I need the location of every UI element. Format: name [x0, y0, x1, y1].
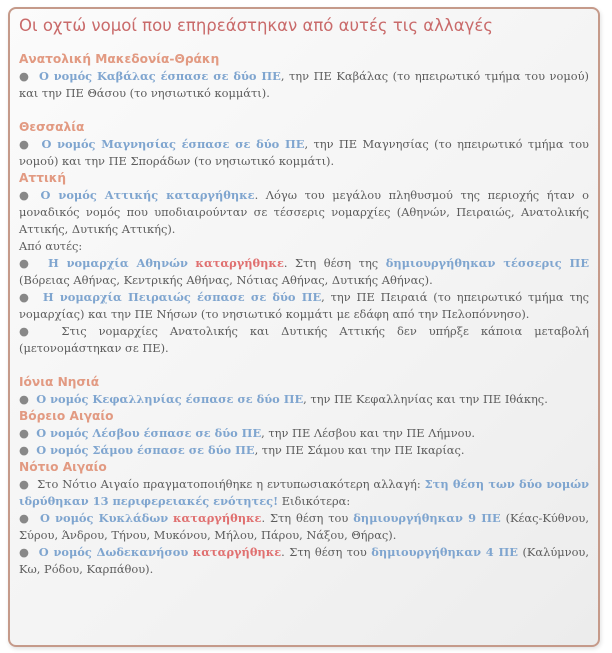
highlight-text: δημιουργήθηκαν 4 ΠΕ — [371, 545, 518, 559]
body-text: . Λόγω του μεγάλου πληθυσμού της περιοχής ήταν ο μοναδικός νομός που υποδιαιρούνταν σε τέσσερις νομαρχίες (Αθηνών, Πειραιώς, Ανατολικής Αττικής, Δυτικής Αττικής). — [19, 188, 589, 236]
bullet-icon: ● — [19, 324, 38, 338]
highlight-text: Ο νομός Δωδεκανήσου — [38, 545, 189, 559]
body-text: , την ΠΕ Πειραιά (το ηπειρωτικό τμήμα της νομαρχίας) και την ΠΕ Νήσων (το νησιωτικό κομμάτι με εδάφη από την Πελοπόννησο). — [19, 290, 589, 321]
body-text: (Βόρειας Αθήνας, Κεντρικής Αθήνας, Νότιας Αθήνας, Δυτικής Αθήνας). — [19, 273, 433, 287]
intro-text: Από αυτές: — [19, 239, 83, 253]
highlight-text: Ο νομός Μαγνησίας έσπασε σε δύο ΠΕ — [41, 137, 305, 151]
page-title: Οι οχτώ νομοί που επηρεάστηκαν από αυτές τις αλλαγές — [19, 16, 493, 35]
region-label-north-aegean: Βόρειο Αιγαίο — [19, 409, 114, 423]
list-item — [19, 425, 589, 442]
list-item — [19, 289, 589, 323]
bullet-icon: ● — [19, 256, 33, 270]
highlight-text: Ο νομός Αττικής καταργήθηκε — [40, 188, 255, 202]
highlight-text: δημιουργήθηκαν τέσσερις ΠΕ — [385, 256, 589, 270]
highlight-text: Η νομαρχία Πειραιώς έσπασε σε δύο ΠΕ — [42, 290, 322, 304]
body-text: , την ΠΕ Μαγνησίας (το ηπειρωτικό τμήμα του νομού) και την ΠΕ Σποράδων (το νησιωτικό κομμάτι). — [19, 137, 589, 168]
body-text: Ειδικότερα: — [278, 494, 351, 508]
highlight-text: Στη θέση των δύο νομών ιδρύθηκαν 13 περιφερειακές ενότητες! — [19, 477, 589, 508]
body-text: Στις νομαρχίες Ανατολικής και Δυτικής Αττικής δεν υπήρξε κάποια μεταβολή (μετονομάστηκαν σε ΠΕ). — [19, 324, 589, 355]
highlight-text: δημιουργήθηκαν 9 ΠΕ — [353, 511, 501, 525]
list-item — [19, 187, 589, 238]
list-item — [19, 136, 589, 170]
body-text: , την ΠΕ Σάμου και την ΠΕ Ικαρίας. — [254, 443, 465, 457]
content-card — [8, 7, 600, 647]
list-item — [19, 391, 589, 408]
bullet-icon: ● — [19, 188, 33, 202]
bullet-icon: ● — [19, 290, 32, 304]
body-text: (Καλύμνου, Κω, Ρόδου, Καρπάθου). — [19, 545, 589, 576]
bullet-icon: ● — [19, 545, 30, 559]
bullet-icon: ● — [19, 443, 29, 457]
body-text: . Στη θέση της — [283, 256, 386, 270]
body-text: . Στη θέση του — [261, 511, 354, 525]
bullet-icon: ● — [19, 69, 30, 83]
red-highlight-text: καταργήθηκε — [195, 256, 284, 270]
body-text: Στο Νότιο Αιγαίο πραγματοποιήθηκε η εντυπωσιακότερη αλλαγή: — [37, 477, 425, 491]
region-label-south-aegean: Νότιο Αιγαίο — [19, 460, 107, 474]
highlight-text: Ο νομός Κεφαλληνίας έσπασε σε δύο ΠΕ — [36, 392, 304, 406]
list-item — [19, 476, 589, 510]
red-highlight-text: καταργήθηκε — [192, 545, 282, 559]
bullet-icon: ● — [19, 426, 29, 440]
highlight-text: Ο νομός Καβάλας έσπασε σε δύο ΠΕ — [38, 69, 281, 83]
highlight-text: Η νομαρχία Αθηνών — [47, 256, 188, 270]
red-highlight-text: καταργήθηκε — [173, 511, 262, 525]
body-text: . Στη θέση του — [281, 545, 372, 559]
list-item — [19, 255, 589, 289]
bullet-icon: ● — [19, 477, 30, 491]
highlight-text: Ο νομός Σάμου έσπασε σε δύο ΠΕ — [36, 443, 255, 457]
region-label-east-macedonia-thrace: Ανατολική Μακεδονία-Θράκη — [19, 52, 220, 66]
bullet-icon: ● — [19, 392, 29, 406]
body-text: , την ΠΕ Λέσβου και την ΠΕ Λήμνου. — [261, 426, 476, 440]
body-text: , την ΠΕ Καβάλας (το ηπειρωτικό τμήμα του νομού) και την ΠΕ Θάσου (το νησιωτικό κομμάτι). — [19, 69, 589, 100]
region-label-attica: Αττική — [19, 171, 67, 185]
bullet-icon: ● — [19, 511, 31, 525]
list-item — [19, 323, 589, 357]
bullet-icon: ● — [19, 137, 31, 151]
highlight-text: Ο νομός Λέσβου έσπασε σε δύο ΠΕ — [36, 426, 262, 440]
list-item — [19, 68, 589, 102]
region-label-ionian-islands: Ιόνια Νησιά — [19, 375, 100, 389]
region-label-thessaly: Θεσσαλία — [19, 120, 85, 134]
body-text: (Κέας-Κύθνου, Σύρου, Άνδρου, Τήνου, Μυκόνου, Μήλου, Πάρου, Νάξου, Θήρας). — [19, 511, 589, 542]
list-item — [19, 510, 589, 544]
list-item — [19, 442, 589, 459]
highlight-text: Ο νομός Κυκλάδων — [39, 511, 169, 525]
body-text: , την ΠΕ Κεφαλληνίας και την ΠΕ Ιθάκης. — [303, 392, 548, 406]
list-item — [19, 544, 589, 578]
